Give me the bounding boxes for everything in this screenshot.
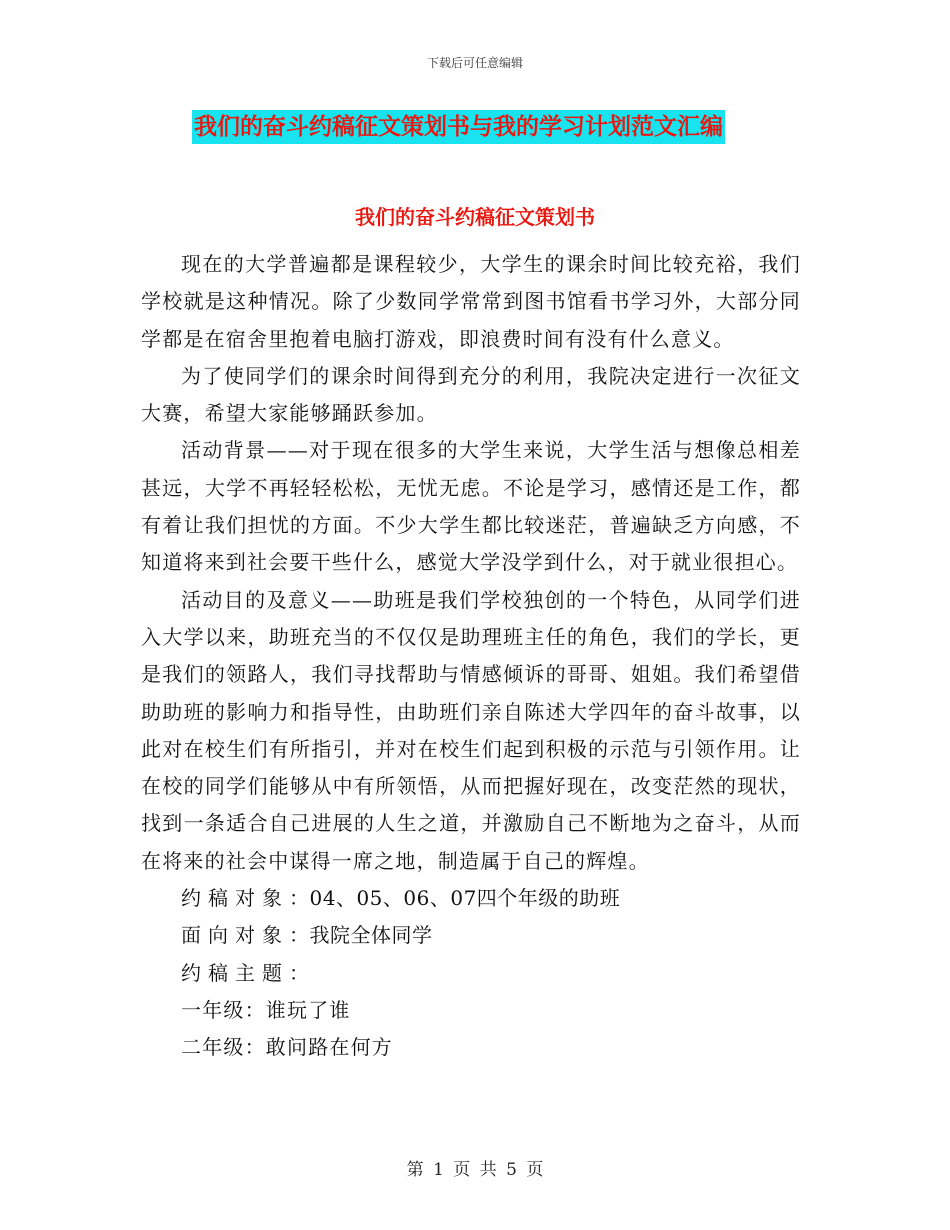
field-label: 约稿对象 <box>181 886 289 911</box>
paragraph: 活动背景——对于现在很多的大学生来说，大学生活与想像总相差甚远，大学不再轻轻松松，无忧无虑。不论是学习，感情还是工作，都有着让我们担忧的方面。不少大学生都比较迷茫，普遍缺乏方向感，不知道将来到社会要干些什么，感觉大学没学到什么，对于就业很担心。 <box>141 438 801 575</box>
field-theme <box>141 955 801 992</box>
paragraph: 为了使同学们的课余时间得到充分的利用，我院决定进行一次征文大赛，希望大家能够踊跃参加。 <box>141 363 801 426</box>
field-label: 约稿主题 <box>181 960 289 985</box>
field-target <box>141 880 801 917</box>
field-value: ：我院全体同学 <box>289 923 433 948</box>
field-audience <box>141 917 801 954</box>
paragraph: 活动目的及意义——助班是我们学校独创的一个特色，从同学们进入大学以来，助班充当的不仅仅是助理班主任的角色，我们的学长，更是我们的领路人，我们寻找帮助与情感倾诉的哥哥、姐姐。我们希望借助助班的影响力和指导性，由助班们亲自陈述大学四年的奋斗故事，以此对在校生们有所指引，并对在校生们起到积极的示范与引领作用。让在校的同学们能够从中有所领悟，从而把握好现在，改变茫然的现状，找到一条适合自己进展的人生之道，并激励自己不断地为之奋斗，从而在将来的社会中谋得一席之地，制造属于自己的辉煌。 <box>141 587 801 873</box>
header-note: 下载后可任意编辑 <box>426 56 523 70</box>
field-label: 面向对象 <box>181 923 289 948</box>
page-footer: 第 1 页 共 5 页 <box>406 1160 544 1180</box>
section-title: 我们的奋斗约稿征文策划书 <box>355 205 595 229</box>
field-value: ：04、05、06、07四个年级的助班 <box>289 886 621 911</box>
field-value: ： <box>289 960 310 985</box>
grade-item: 一年级：谁玩了谁 <box>181 997 351 1022</box>
document-body <box>141 246 801 1067</box>
paragraph: 现在的大学普遍都是课程较少，大学生的课余时间比较充裕，我们学校就是这种情况。除了少数同学常常到图书馆看书学习外，大部分同学都是在宿舍里抱着电脑打游戏，即浪费时间有没有什么意义。 <box>141 252 801 351</box>
grade-item: 二年级：敢问路在何方 <box>181 1035 393 1060</box>
document-title: 我们的奋斗约稿征文策划书与我的学习计划范文汇编 <box>192 110 725 144</box>
